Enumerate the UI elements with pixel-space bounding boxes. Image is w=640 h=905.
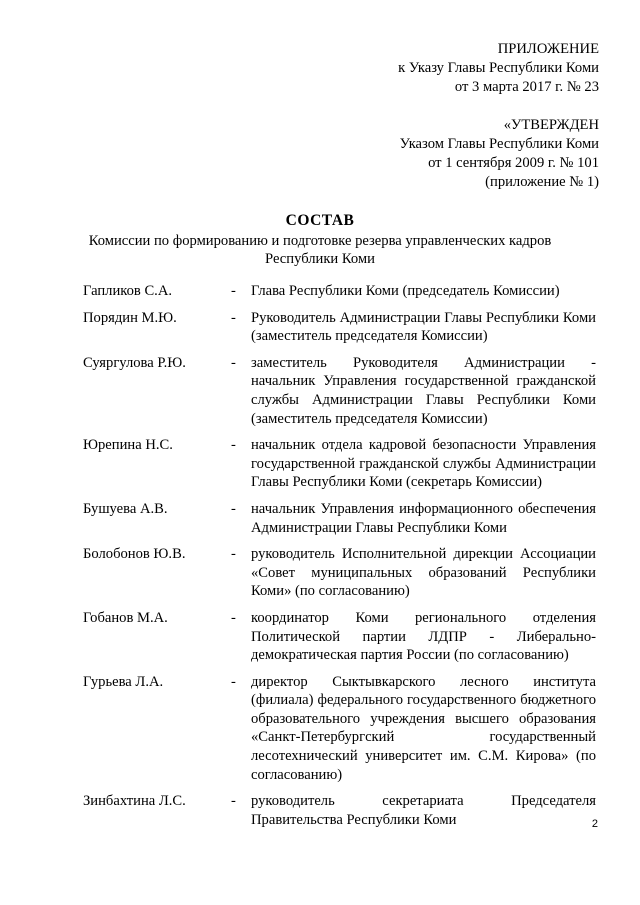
- member-dash: -: [231, 793, 236, 810]
- member-role: заместитель Руководителя Администрации - начальник Управления государственной гражданской службы Администрации Главы Республики Коми (заместитель председателя Комиссии): [251, 354, 596, 427]
- member-dash: -: [231, 673, 236, 690]
- member-dash: -: [231, 546, 236, 563]
- list-item: [83, 500, 596, 537]
- approved-decree-date: от 1 сентября 2009 г. № 101: [428, 155, 599, 171]
- member-name: Гапликов С.А.: [83, 283, 173, 299]
- member-dash: -: [231, 309, 236, 326]
- member-dash: -: [231, 354, 236, 371]
- member-name: Болобонов Ю.В.: [83, 546, 186, 563]
- appendix-decree-ref: к Указу Главы Республики Коми: [398, 60, 599, 76]
- document-header: [398, 40, 599, 192]
- member-name: Зинбахтина Л.С.: [83, 793, 186, 810]
- list-item: [83, 436, 596, 492]
- member-role: координатор Коми регионального отделения Политической партии ЛДПР - Либерально-демократическая партия России (по согласованию): [251, 609, 596, 664]
- member-role: Глава Республики Коми (председатель Комиссии): [251, 283, 560, 299]
- list-item: [83, 354, 596, 428]
- approved-appendix-note: (приложение № 1): [485, 174, 599, 190]
- document-subtitle: Комиссии по формированию и подготовке резерва управленческих кадров Республики Коми: [88, 233, 552, 267]
- member-dash: -: [231, 500, 236, 517]
- member-role: руководитель секретариата Председателя Правительства Республики Коми: [251, 793, 596, 828]
- member-role: начальник Управления информационного обеспечения Администрации Главы Республики Коми: [251, 500, 596, 536]
- list-item: [83, 309, 596, 346]
- page-number: 2: [591, 818, 598, 830]
- document-title: СОСТАВ: [285, 212, 355, 229]
- list-item: [83, 609, 596, 665]
- member-name: Гурьева Л.А.: [83, 673, 164, 690]
- member-name: Гобанов М.А.: [83, 609, 168, 626]
- appendix-decree-date: от 3 марта 2017 г. № 23: [454, 79, 599, 95]
- list-item: [83, 673, 596, 785]
- member-role: начальник отдела кадровой безопасности Управления государственной гражданской службы Администрации Главы Республики Коми (секретарь Комиссии): [251, 437, 596, 491]
- member-dash: -: [231, 437, 236, 454]
- member-name: Бушуева А.В.: [83, 500, 168, 517]
- approved-decree-ref: Указом Главы Республики Коми: [399, 136, 599, 152]
- appendix-label: ПРИЛОЖЕНИЕ: [497, 41, 599, 57]
- approved-label: «УТВЕРЖДЕН: [503, 117, 599, 133]
- member-name: Порядин М.Ю.: [83, 309, 177, 326]
- member-name: Юрепина Н.С.: [83, 437, 173, 454]
- member-role: руководитель Исполнительной дирекции Ассоциации «Совет муниципальных образований Республики Коми» (по согласованию): [251, 546, 596, 600]
- member-name: Суяргулова Р.Ю.: [83, 354, 186, 371]
- member-dash: -: [231, 609, 236, 626]
- member-dash: -: [231, 283, 236, 299]
- member-role: Руководитель Администрации Главы Республики Коми (заместитель председателя Комиссии): [251, 309, 596, 345]
- list-item: [83, 792, 596, 829]
- list-item: [83, 545, 596, 601]
- commission-members-list: [83, 282, 596, 829]
- list-item: [83, 282, 596, 301]
- member-role: директор Сыктывкарского лесного института (филиала) федерального государственного бюджетного образовательного учреждения высшего образования «Санкт-Петербургский государственный лесотехнический университет им. С.М. Кирова» (по согласованию): [251, 673, 596, 783]
